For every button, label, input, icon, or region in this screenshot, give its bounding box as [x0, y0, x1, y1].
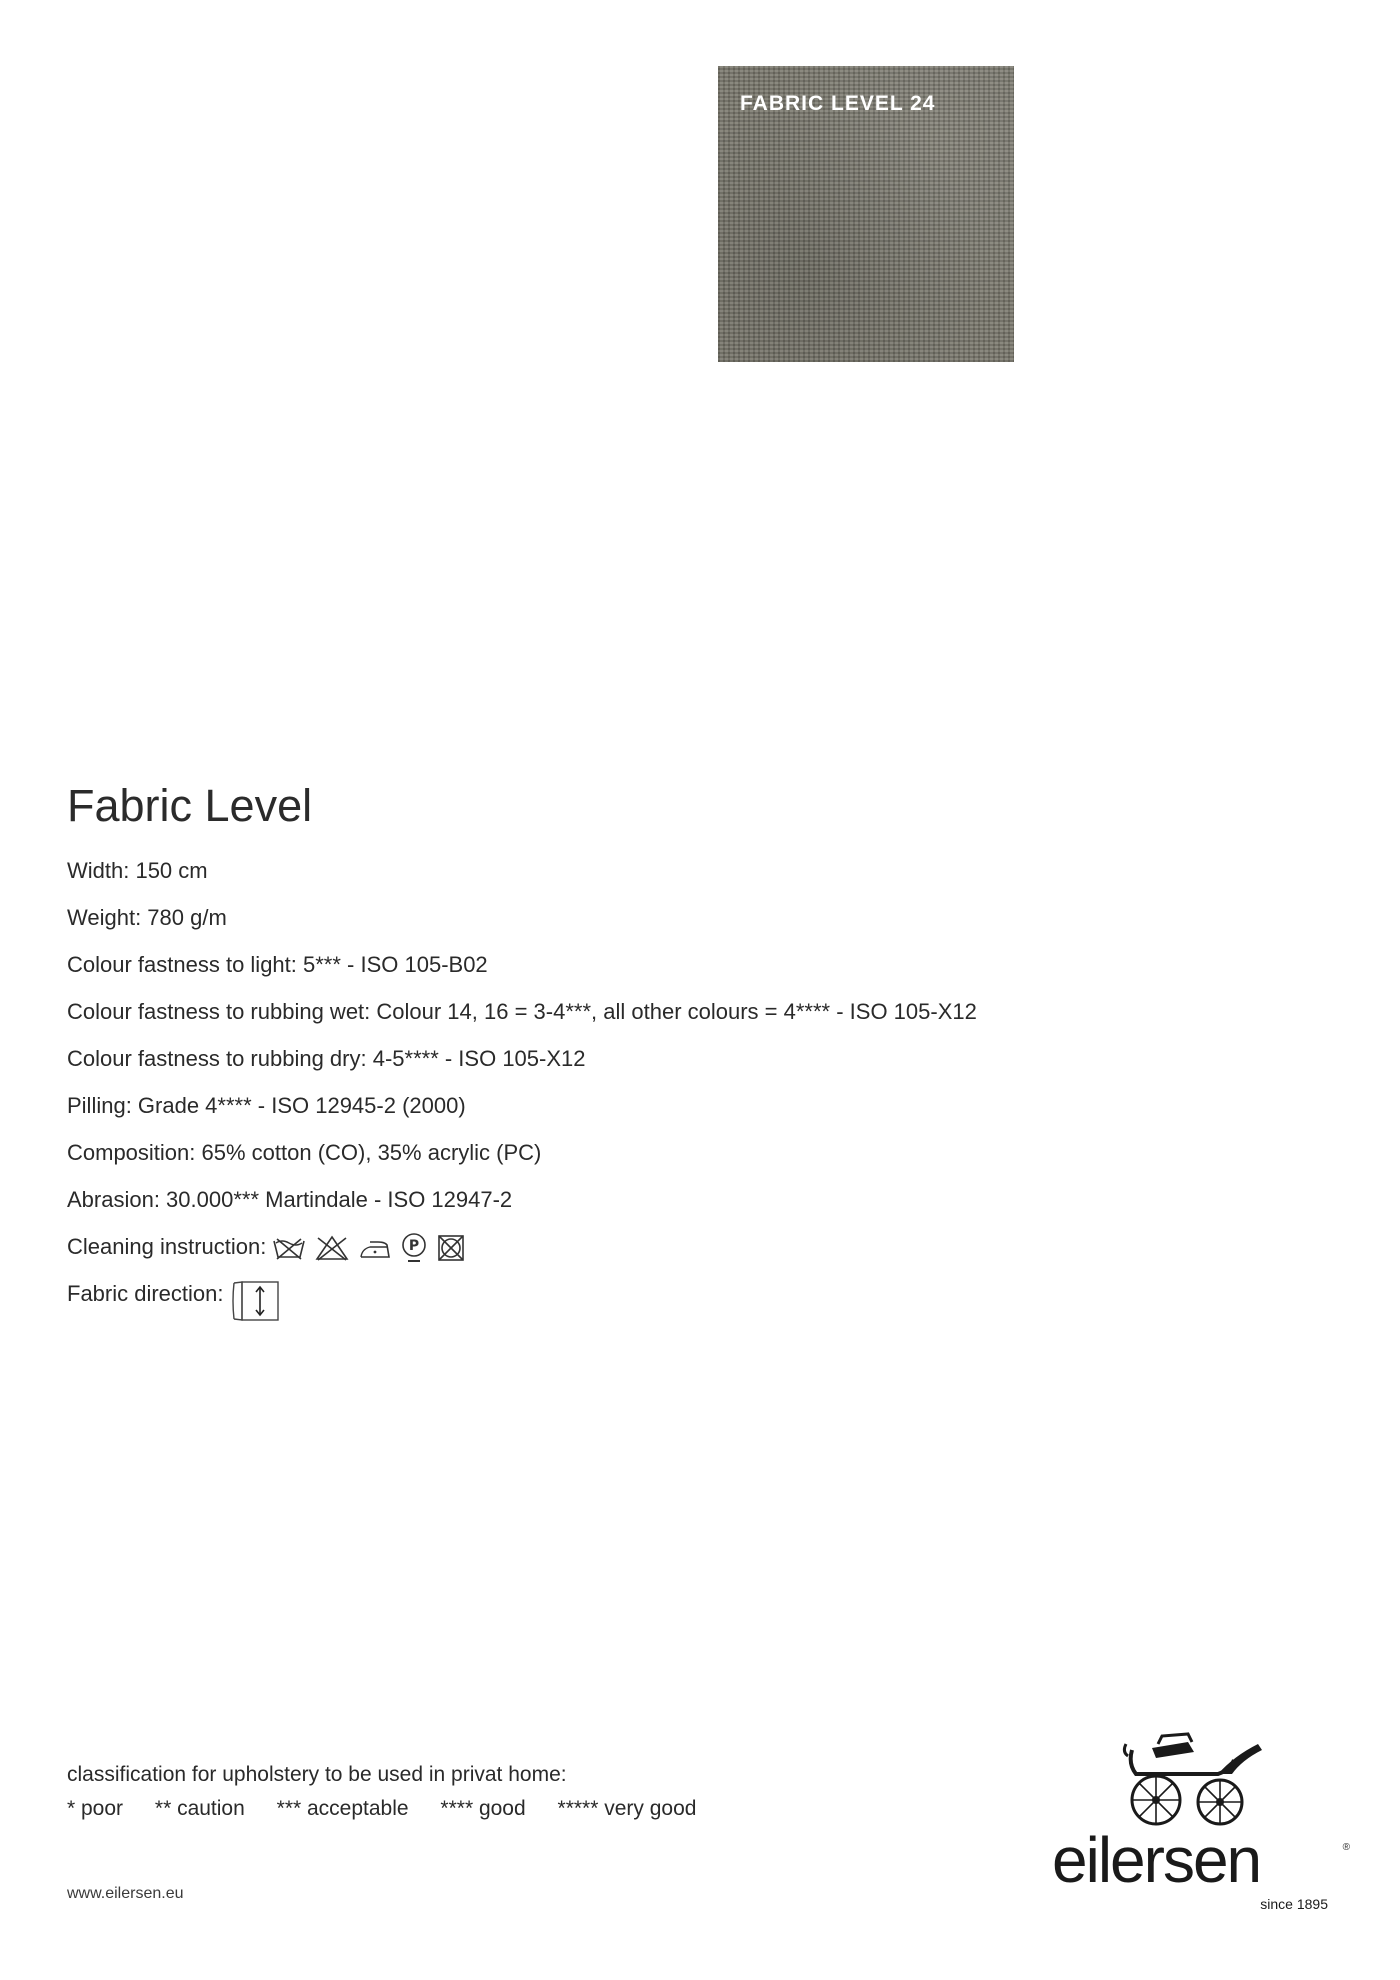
do-not-bleach-icon [314, 1234, 350, 1262]
iron-low-icon [358, 1235, 392, 1261]
spec-width: Width: 150 cm [67, 858, 208, 883]
cleaning-instruction-label: Cleaning instruction: [67, 1234, 267, 1259]
care-icons [272, 1232, 466, 1264]
direction-icon-wrap [230, 1279, 282, 1323]
legend-items [67, 1794, 722, 1828]
legend-item-caution: ** caution [154, 1797, 245, 1820]
spec-rubbing-dry: Colour fastness to rubbing dry: 4-5**** - ISO 105-X12 [67, 1046, 586, 1071]
do-not-tumble-dry-icon [436, 1233, 466, 1263]
legend-item-good: **** good [440, 1797, 526, 1820]
logo-since: since 1895 [1260, 1896, 1328, 1912]
svg-text:P: P [409, 1238, 420, 1254]
legend-item-very-good: ***** very good [557, 1797, 697, 1820]
fabric-direction-vertical-icon [230, 1279, 282, 1323]
professional-dry-clean-p-icon [400, 1232, 428, 1264]
spec-composition: Composition: 65% cotton (CO), 35% acrylic (PC) [67, 1140, 542, 1165]
do-not-wash-icon [272, 1235, 306, 1261]
legend-item-poor: * poor [67, 1797, 124, 1820]
website-link[interactable]: www.eilersen.eu [67, 1885, 184, 1902]
page-title: Fabric Level [67, 780, 313, 831]
fabric-direction-label: Fabric direction: [67, 1281, 224, 1306]
swatch-label: FABRIC LEVEL 24 [740, 92, 936, 115]
spec-pilling: Pilling: Grade 4**** - ISO 12945-2 (2000) [67, 1093, 466, 1118]
spec-weight: Weight: 780 g/m [67, 905, 227, 930]
spec-rubbing-wet: Colour fastness to rubbing wet: Colour 14, 16 = 3-4***, all other colours = 4**** - ISO 105-X12 [67, 999, 977, 1024]
horse-carriage-icon [1122, 1730, 1272, 1830]
logo-registered-mark: ® [1342, 1842, 1350, 1853]
fabric-direction-row [67, 1279, 1167, 1326]
legend-heading: classification for upholstery to be used in privat home: [67, 1763, 567, 1786]
spec-list [67, 856, 1167, 1326]
cleaning-instruction-row [67, 1232, 1167, 1279]
spec-light-fastness: Colour fastness to light: 5*** - ISO 105-B02 [67, 952, 488, 977]
fabric-swatch [718, 66, 1014, 362]
classification-legend [67, 1760, 722, 1828]
eilersen-logo [1040, 1730, 1350, 1910]
spec-abrasion: Abrasion: 30.000*** Martindale - ISO 12947-2 [67, 1187, 513, 1212]
logo-wordmark: eilersen [1052, 1824, 1261, 1896]
legend-item-acceptable: *** acceptable [276, 1797, 409, 1820]
